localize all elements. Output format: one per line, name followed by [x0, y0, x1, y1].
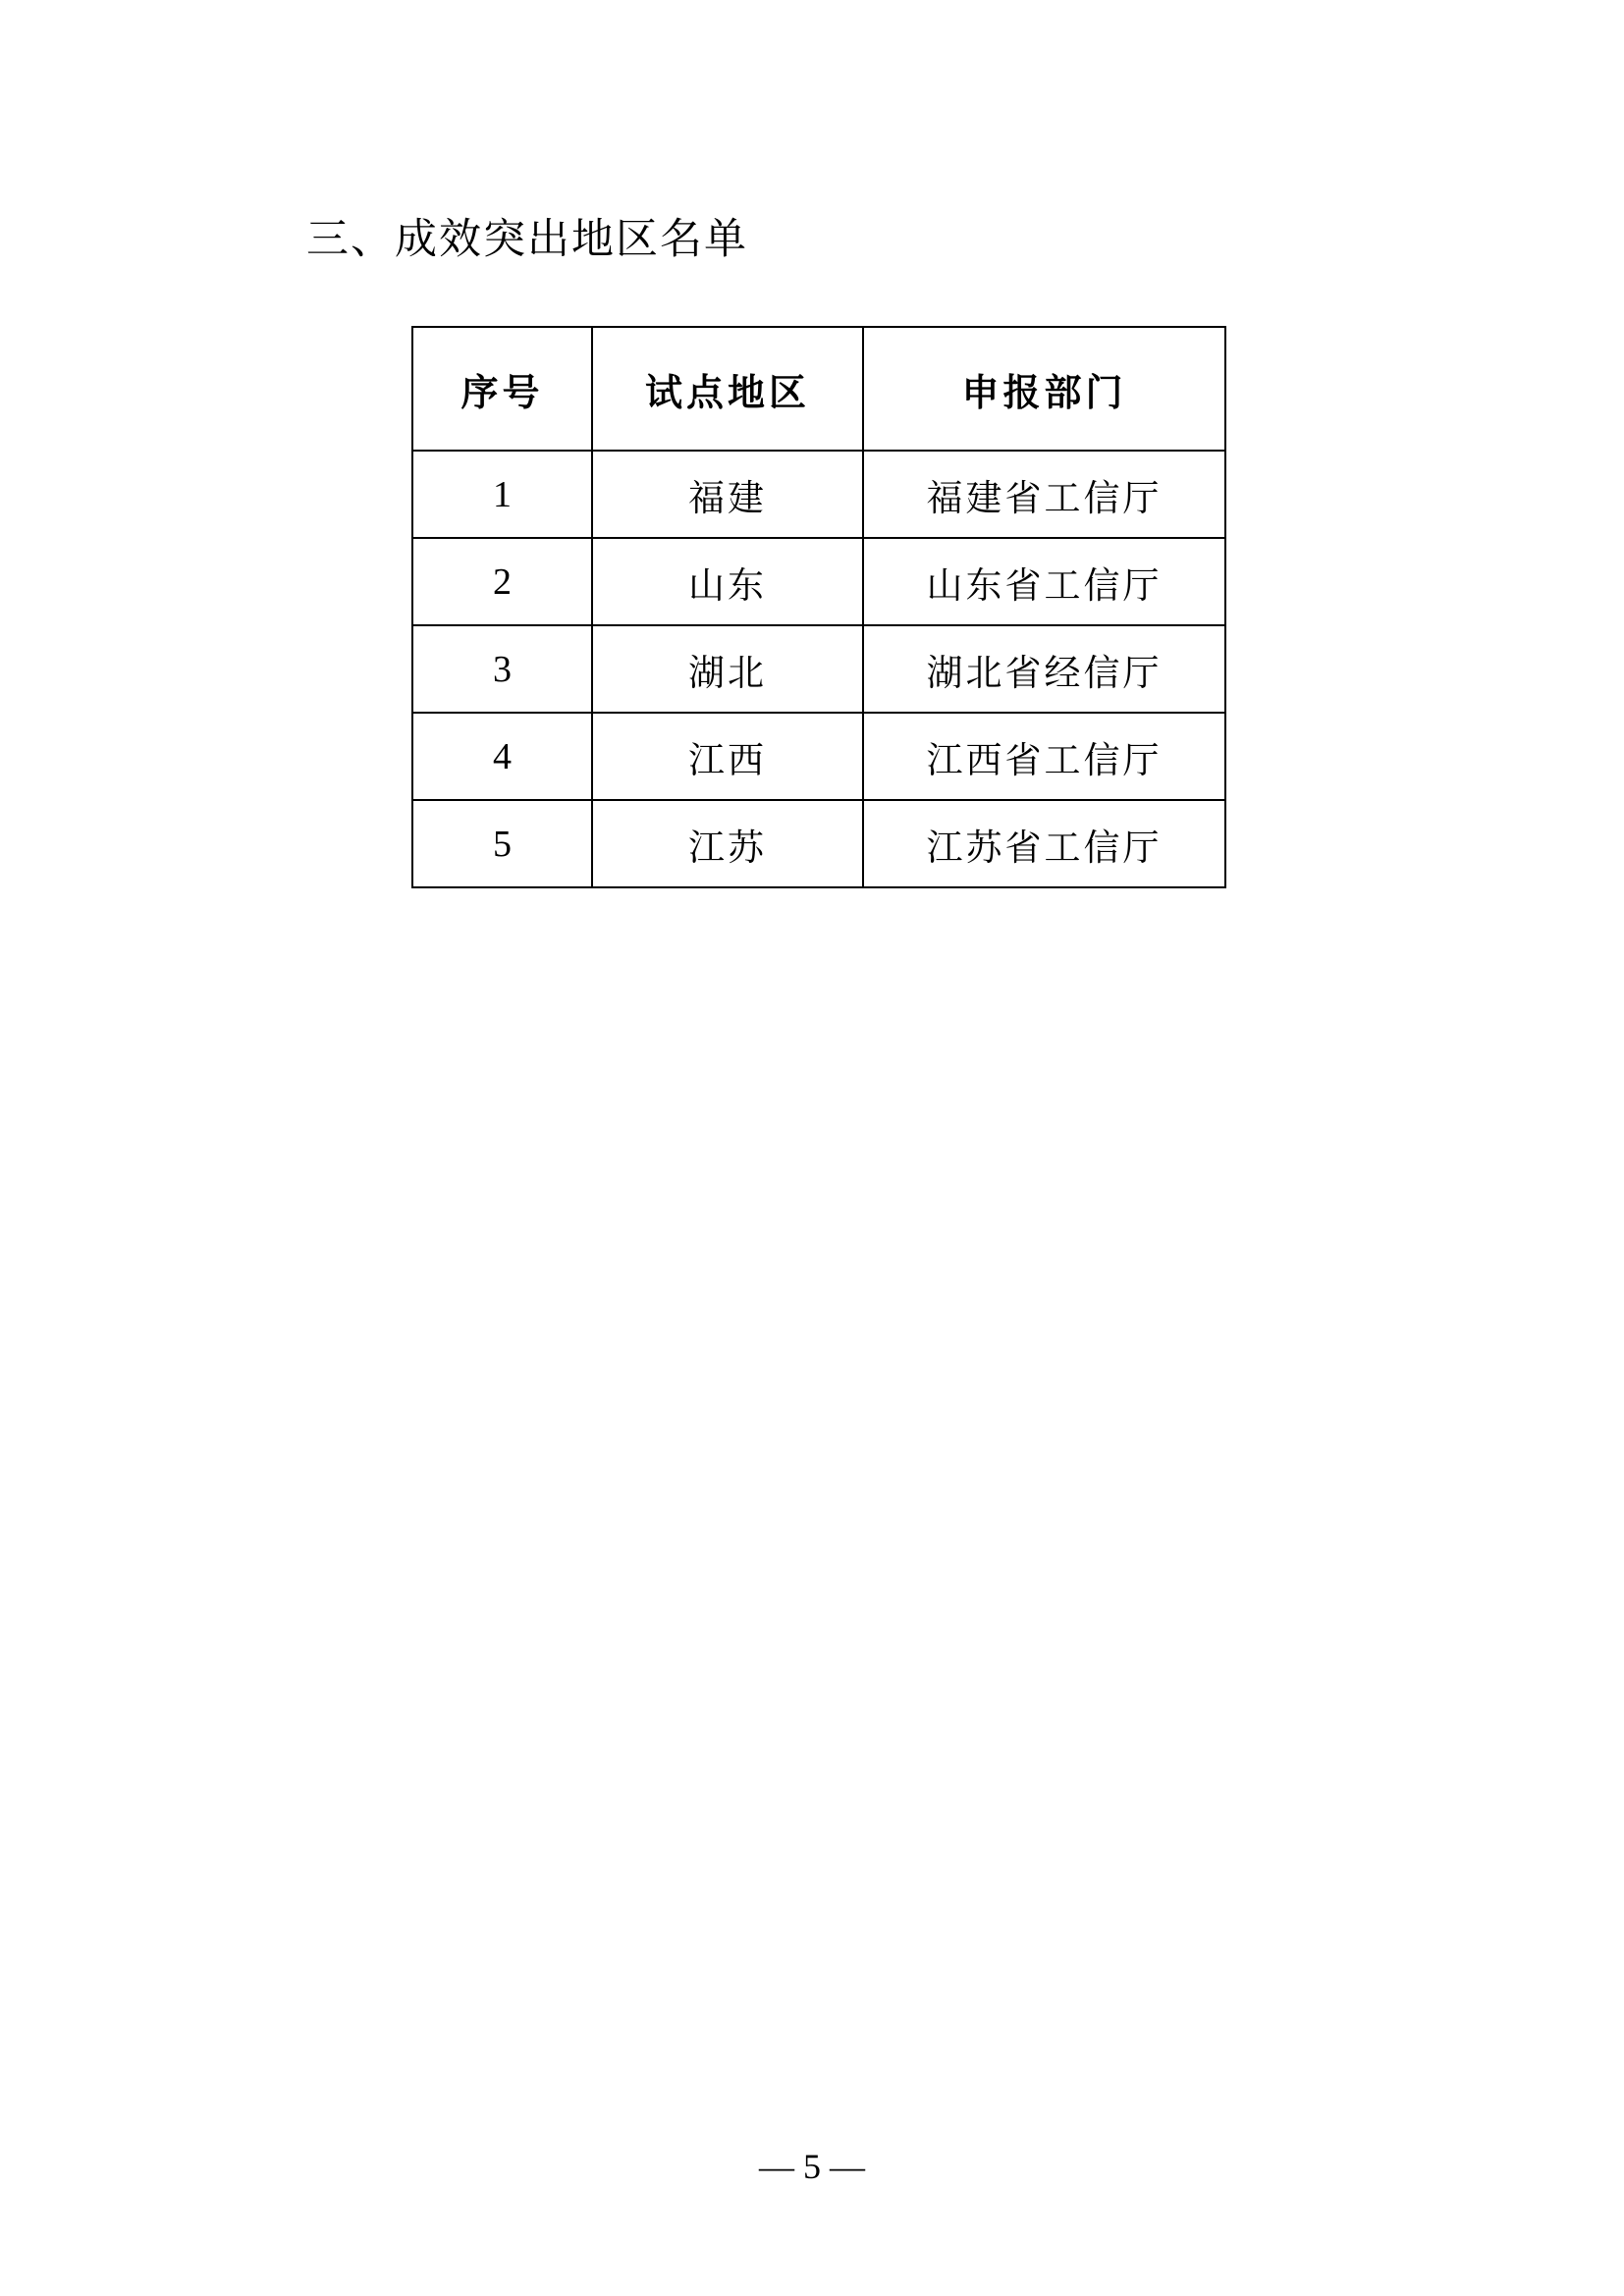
cell-serial-number: 3	[412, 625, 592, 713]
table-row	[412, 800, 1225, 887]
cell-pilot-region: 江苏	[592, 800, 863, 887]
cell-pilot-region: 江西	[592, 713, 863, 800]
cell-reporting-department: 湖北省经信厅	[863, 625, 1225, 713]
page-number: — 5 —	[759, 2147, 865, 2186]
cell-serial-number: 4	[412, 713, 592, 800]
table-row	[412, 538, 1225, 625]
cell-pilot-region: 山东	[592, 538, 863, 625]
section-title: 三、成效突出地区名单	[306, 215, 748, 264]
cell-serial-number: 5	[412, 800, 592, 887]
header-serial-number: 序号	[412, 327, 592, 451]
table-row	[412, 625, 1225, 713]
cell-reporting-department: 江西省工信厅	[863, 713, 1225, 800]
table-row	[412, 713, 1225, 800]
header-pilot-region: 试点地区	[592, 327, 863, 451]
table-row	[412, 451, 1225, 538]
region-list-table	[411, 326, 1226, 888]
cell-serial-number: 2	[412, 538, 592, 625]
cell-reporting-department: 福建省工信厅	[863, 451, 1225, 538]
header-reporting-department: 申报部门	[863, 327, 1225, 451]
cell-reporting-department: 山东省工信厅	[863, 538, 1225, 625]
cell-reporting-department: 江苏省工信厅	[863, 800, 1225, 887]
cell-serial-number: 1	[412, 451, 592, 538]
table-header-row	[412, 327, 1225, 451]
cell-pilot-region: 湖北	[592, 625, 863, 713]
cell-pilot-region: 福建	[592, 451, 863, 538]
